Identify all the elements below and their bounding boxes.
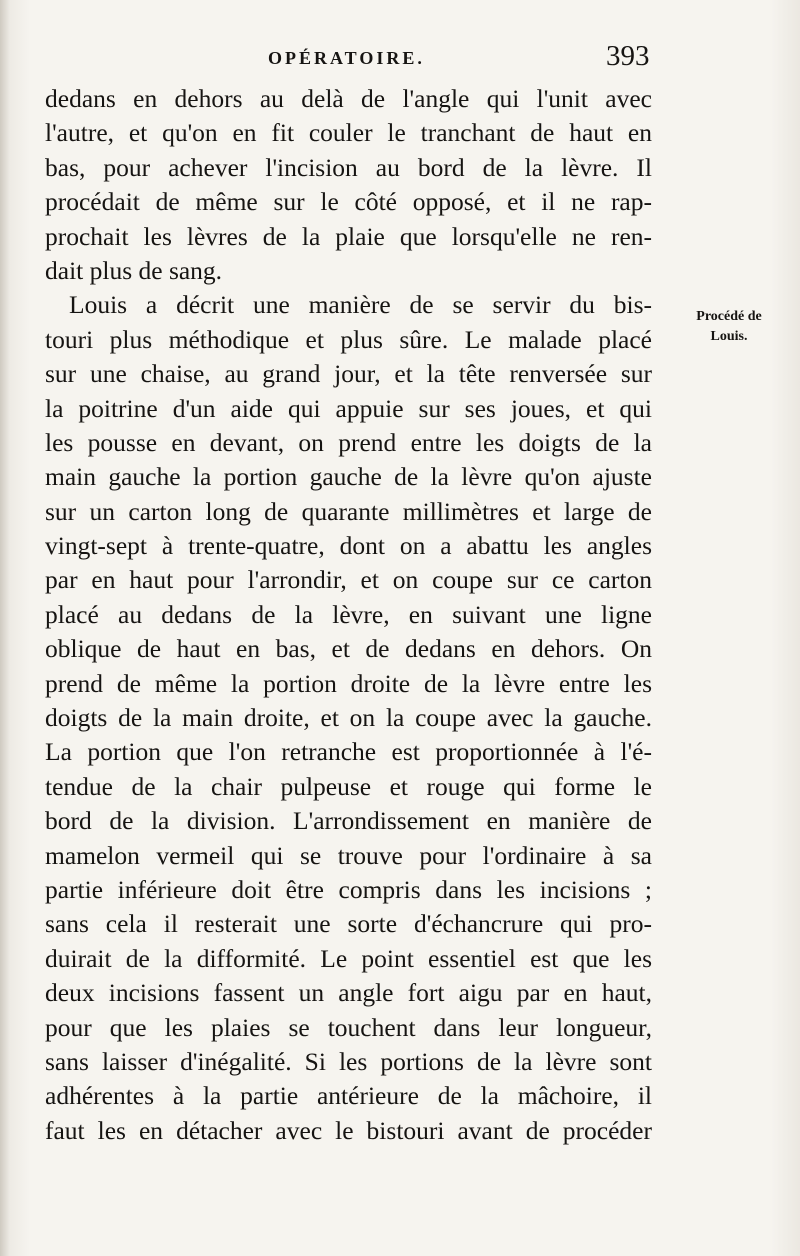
text-line: sur une chaise, au grand jour, et la tête renversée sur xyxy=(45,359,652,389)
text-line: mamelon vermeil qui se trouve pour l'ordinaire à sa xyxy=(45,840,652,870)
text-line: dedans en dehors au delà de l'angle qui l'unit avec xyxy=(45,84,652,113)
text-line: oblique de haut en bas, et de dedans en dehors. On xyxy=(45,634,652,664)
text-line: sans laisser d'inégalité. Si les portions de la lèvre sont xyxy=(45,1046,652,1076)
body-text xyxy=(45,82,652,1148)
text-line: prend de même la portion droite de la lèvre entre les xyxy=(45,668,652,698)
text-line: procédait de même sur le côté opposé, et il ne rap- xyxy=(45,187,652,217)
text-line: placé au dedans de la lèvre, en suivant une ligne xyxy=(45,599,652,629)
text-line: dait plus de sang. xyxy=(45,255,223,285)
margin-note-line: Louis. xyxy=(710,329,748,344)
text-line: Louis a décrit une manière de se servir du bis- xyxy=(69,290,652,320)
running-title: OPÉRATOIRE. xyxy=(268,48,425,68)
text-line: adhérentes à la partie antérieure de la mâchoire, il xyxy=(45,1081,652,1111)
text-line: faut les en détacher avec le bistouri avant de procéder xyxy=(45,1115,652,1145)
text-line: prochait les lèvres de la plaie que lorsqu'elle ne ren- xyxy=(45,221,652,251)
text-line: deux incisions fassent un angle fort aigu par en haut, xyxy=(45,978,652,1008)
text-line: duirait de la difformité. Le point essentiel est que les xyxy=(45,943,652,973)
text-line: vingt-sept à trente-quatre, dont on a abattu les angles xyxy=(45,531,652,561)
text-line: main gauche la portion gauche de la lèvre qu'on ajuste xyxy=(45,462,652,492)
text-line: sans cela il resterait une sorte d'échancrure qui pro- xyxy=(45,909,652,939)
text-line: doigts de la main droite, et on la coupe avec la gauche. xyxy=(45,703,652,733)
page-gutter xyxy=(0,0,10,1256)
text-line: touri plus méthodique et plus sûre. Le malade placé xyxy=(45,324,652,354)
text-line: par en haut pour l'arrondir, et on coupe sur ce carton xyxy=(45,565,652,595)
text-line: tendue de la chair pulpeuse et rouge qui forme le xyxy=(45,771,652,801)
text-line: les pousse en devant, on prend entre les doigts de la xyxy=(45,427,652,457)
text-line: bord de la division. L'arrondissement en manière de xyxy=(45,806,652,836)
text-line: sur un carton long de quarante millimètres et large de xyxy=(45,496,652,526)
margin-note xyxy=(664,307,794,347)
running-header xyxy=(0,40,800,80)
text-line: partie inférieure doit être compris dans les incisions ; xyxy=(45,874,652,904)
text-line: La portion que l'on retranche est proportionnée à l'é- xyxy=(45,737,652,767)
text-line: pour que les plaies se touchent dans leur longueur, xyxy=(45,1012,652,1042)
page-number: 393 xyxy=(606,40,650,72)
text-line: bas, pour achever l'incision au bord de la lèvre. Il xyxy=(45,152,652,182)
text-line: l'autre, et qu'on en fit couler le tranchant de haut en xyxy=(45,118,652,148)
margin-note-line: Procédé de xyxy=(696,309,762,324)
text-line: la poitrine d'un aide qui appuie sur ses joues, et qui xyxy=(45,393,652,423)
